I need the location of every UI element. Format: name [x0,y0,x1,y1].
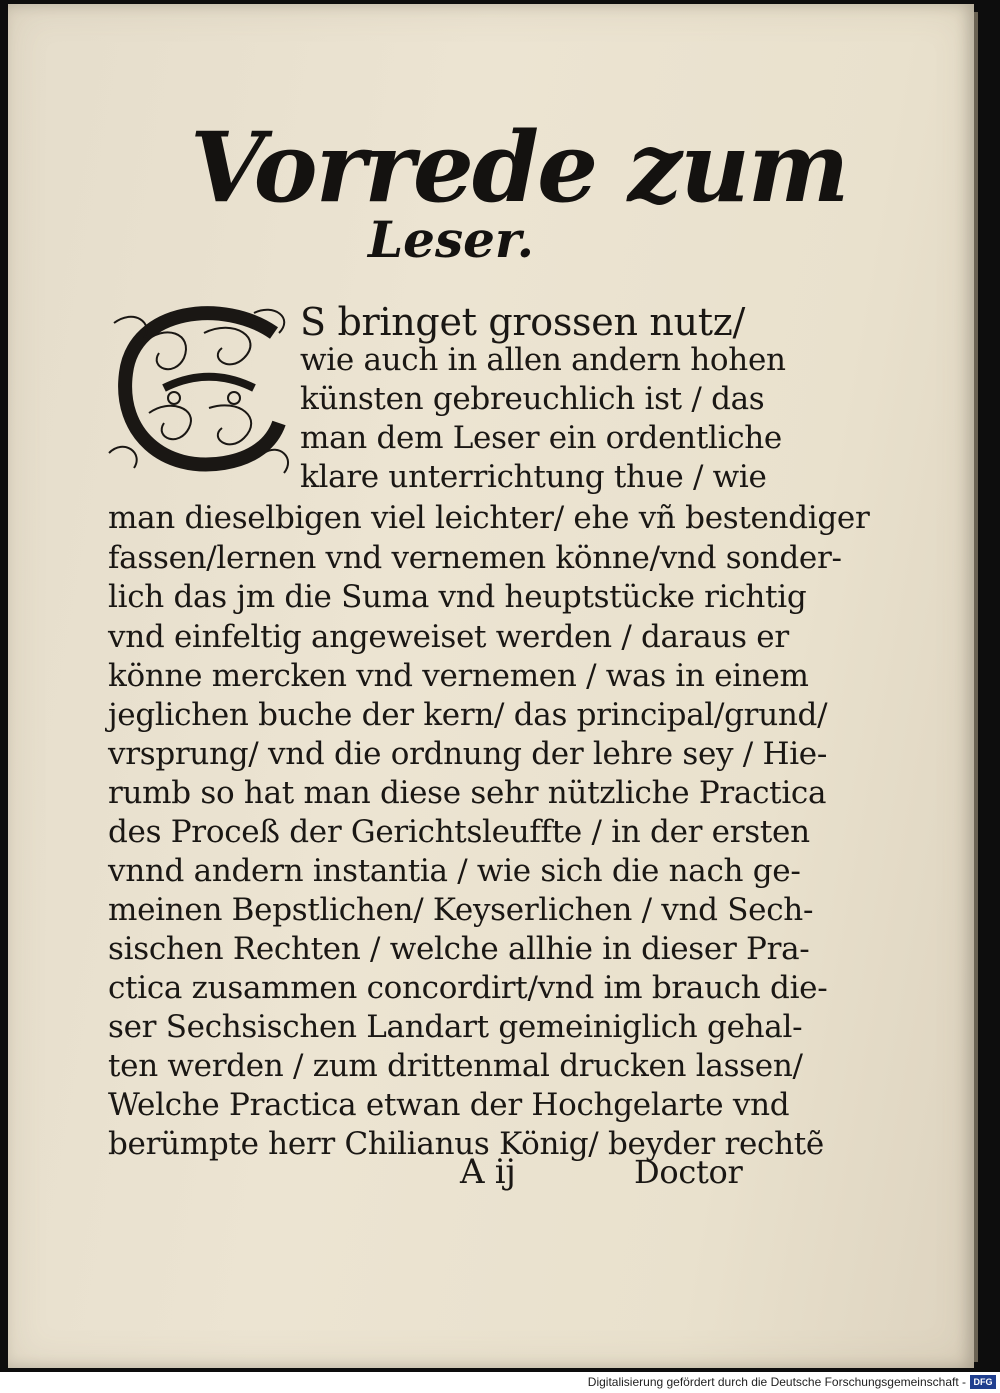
dfg-logo: DFG [970,1375,996,1389]
page-title: Vorrede zum [190,111,848,224]
text-line: wie auch in allen andern hohen [300,342,786,378]
text-line: klare unterrichtung thue / wie [300,459,767,495]
text-line: jeglichen buche der kern/ das principal/grund/ [108,697,828,733]
text-line: sischen Rechten / welche allhie in dieser Pra- [108,931,810,967]
text-line: vnd einfeltig angeweiset werden / daraus er [108,619,789,655]
text-line: man dem Leser ein ordentliche [300,420,782,456]
text-line: fassen/lernen vnd vernemen könne/vnd sonder- [108,540,842,576]
text-line: S bringet grossen nutz/ [300,300,745,344]
page-edge [974,12,978,1362]
footer-bar [0,1372,1000,1393]
text-line: künsten gebreuchlich ist / das [300,381,765,417]
decorative-initial-icon [104,303,298,477]
text-line: Welche Practica etwan der Hochgelarte vnd [108,1087,790,1123]
decorated-initial-e [104,303,298,477]
text-line: ser Sechsischen Landart gemeiniglich gehal- [108,1009,803,1045]
funding-credit: Digitalisierung gefördert durch die Deutsche Forschungsgemeinschaft - [587,1375,966,1389]
text-line: des Proceß der Gerichtsleuffte / in der ersten [108,814,810,850]
catchword: Doctor [634,1153,743,1191]
text-line: könne mercken vnd vernemen / was in einem [108,658,809,694]
text-line: ten werden / zum drittenmal drucken lassen/ [108,1048,803,1084]
text-line: ctica zusammen concordirt/vnd im brauch die- [108,970,828,1006]
text-line: rumb so hat man diese sehr nützliche Practica [108,775,827,811]
text-line: vnnd andern instantia / wie sich die nach ge- [108,853,801,889]
text-line: berümpte herr Chilianus König/ beyder rechtẽ [108,1126,824,1162]
page-subtitle: Leser. [368,210,535,269]
text-line: lich das jm die Suma vnd heuptstücke richtig [108,579,807,615]
signature-mark: A ij [460,1152,516,1192]
text-line: meinen Bepstlichen/ Keyserlichen / vnd Sech- [108,892,814,928]
text-line: man dieselbigen viel leichter/ ehe vñ bestendiger [108,500,870,536]
text-line: vrsprung/ vnd die ordnung der lehre sey / Hie- [108,736,828,772]
